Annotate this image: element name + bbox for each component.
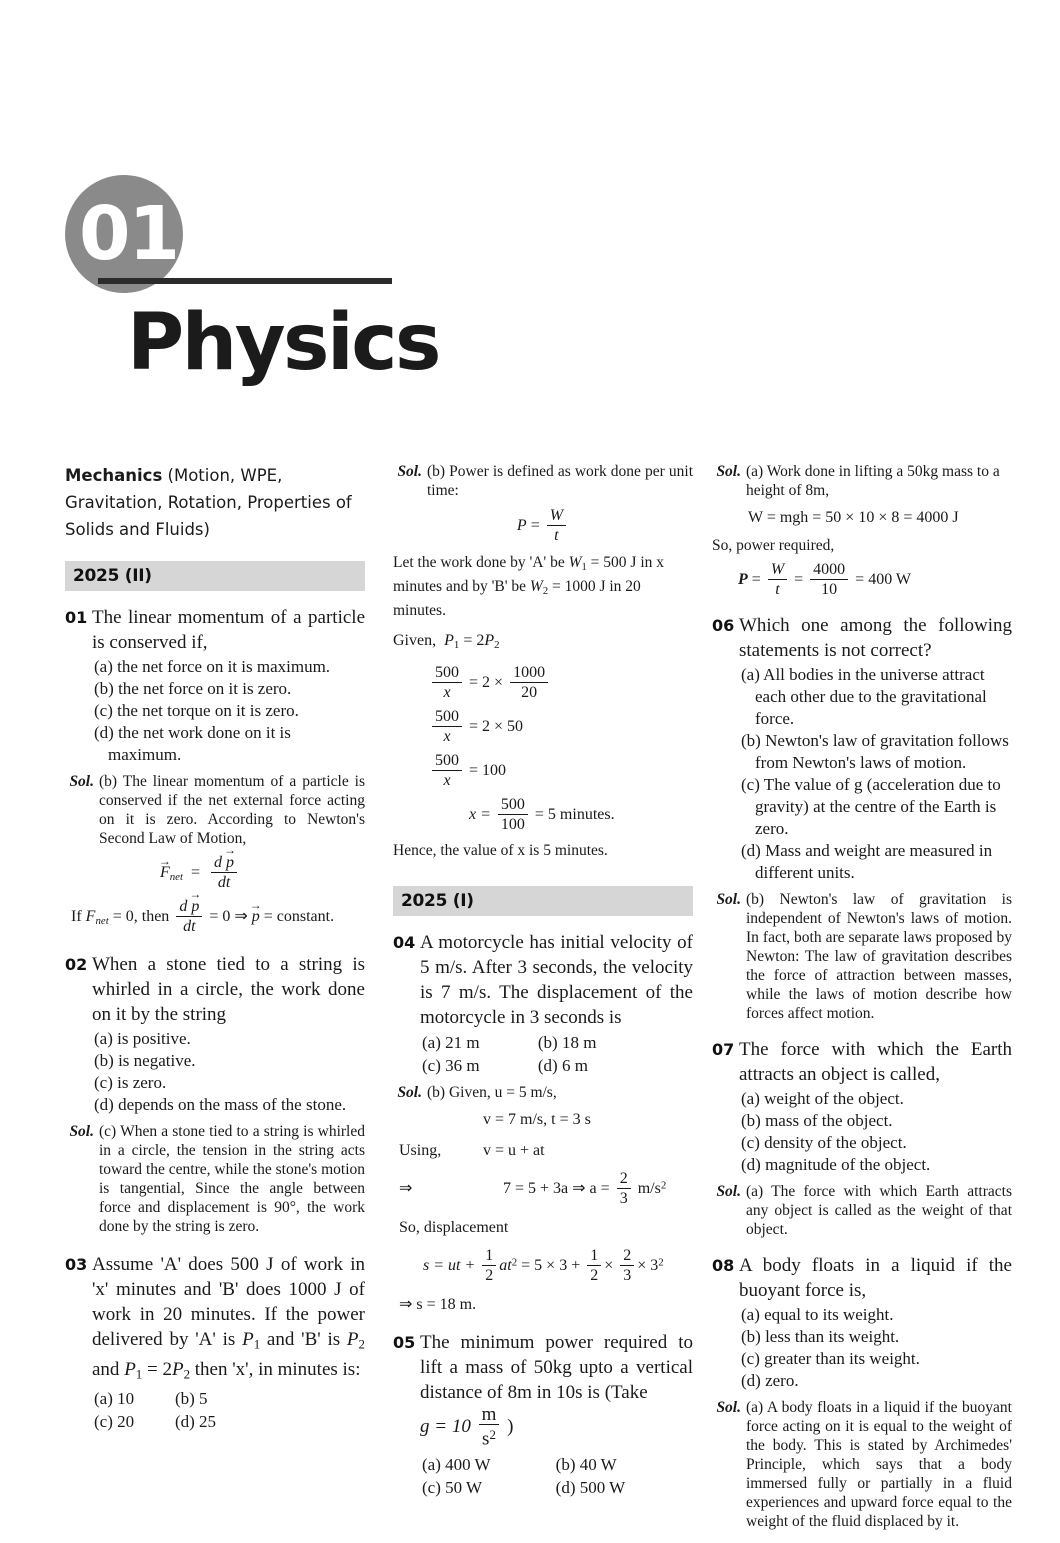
option-d[interactable]: (d) 6 m [537,1055,588,1075]
500-over-x-fraction [432,664,462,701]
option-c[interactable]: (c) the net torque on it is zero. [94,701,299,720]
option-b[interactable]: (b) the net force on it is zero. [94,679,292,698]
formula-g-value [420,1403,514,1450]
option-b[interactable]: (b) Newton's law of gravitation follows from Newton's laws of motion. [741,731,1009,772]
4000-over-10-fraction [810,561,848,598]
fraction-numerator: 500 [432,752,462,771]
fraction-numerator: 1 [482,1247,496,1266]
fraction-denominator: $s^2$ [482,1426,496,1450]
option-c[interactable]: (c) greater than its weight. [741,1349,920,1368]
options-row [65,1386,365,1433]
option-d[interactable]: (d) depends on the mass of the stone. [94,1095,347,1114]
option-c[interactable]: (c) 20 [94,1412,135,1432]
fraction-denominator: x [443,683,451,701]
question-text [420,1330,693,1405]
solution-row [393,1083,693,1102]
options-list [92,1028,346,1116]
power-result: = 400 W [855,571,912,589]
section-header-2025-ii: 2025 (II) [65,561,365,591]
work-statement-part-1: Let the work done by 'A' be [393,554,569,571]
options-row [393,1452,693,1499]
g-constant-value: g = 10 [420,1415,471,1437]
formula-using-kinematics [393,1138,693,1164]
option-b[interactable]: (b) is negative. [94,1051,196,1070]
solution-block-03 [393,462,693,860]
given-label: Given, [393,631,437,649]
question-text-part-1: Assume 'A' does 500 J of work in 'x' minutes and 'B' does 1000 J of work in 20 minutes. If the power delivered by 'A' is [92,1254,365,1350]
solution-row [712,890,1012,1023]
formula-power-definition: P = $\frac{W}{t}$ [393,508,693,545]
option-d[interactable]: (d) 25 [174,1412,217,1432]
column-1 [65,462,365,1445]
fraction-numerator: m [479,1406,500,1425]
two-thirds-fraction-b [620,1247,634,1284]
option-d[interactable]: (d) magnitude of the object. [741,1155,931,1174]
solution-conclusion: Hence, the value of x is 5 minutes. [393,841,608,859]
fraction-numerator: 4000 [810,561,848,580]
one-half-fraction-a [482,1247,496,1284]
question-block-05 [393,1330,693,1499]
option-a[interactable]: (a) 400 W [422,1455,491,1475]
formula-equation-2 [393,709,693,746]
option-c[interactable]: (c) is zero. [94,1073,167,1092]
solution-label: Sol. [716,463,741,480]
formula-momentum-constant: If $F_{net} = 0$, then $\frac{\text{d p →}}{dt}$ = 0 ⇒ p → = constant. [65,899,365,936]
option-a[interactable]: (a) 21 m [422,1032,480,1052]
question-number: 04 [393,932,416,952]
option-a[interactable]: (a) All bodies in the universe attract each other due to the gravitational force. [741,665,987,728]
options-list [739,1304,920,1392]
options-row [712,663,1012,884]
option-d[interactable]: (d) 500 W [555,1478,626,1498]
solution-row [712,1182,1012,1239]
question-text: Assume 'A' does 500 J of work in 'x' minutes and 'B' does 1000 J of work in 20 minutes. If the power delivered by 'A' is $P_1$ and 'B' is $P_2$ and $P_1 = 2P_2$ then 'x', in minutes is: [92,1254,365,1382]
options-row [65,1027,365,1116]
formula-newtons-second-law: $F \to_{net}$ = $\frac{\text{d p →}}{dt}$ [35,855,365,892]
option-d[interactable]: (d) zero. [741,1371,799,1390]
options-list [92,1387,254,1433]
solution-row [712,1398,1012,1531]
solution-text: (b) Power is defined as work done per unit time: [427,463,693,499]
topic-heading [65,462,365,543]
option-b[interactable]: (b) 5 [174,1389,208,1409]
question-block-06 [712,613,1012,1023]
solution-label: Sol. [397,1083,422,1101]
solution-label: Sol. [397,463,422,480]
solution-row [65,772,365,848]
fraction-denominator: 10 [821,581,838,598]
equation-rhs: = 2 × 50 [469,718,524,736]
work-statement-part-2: = 500 J in x minutes and by 'B' be [393,554,665,595]
formula-displacement: s = ut + $\frac{1}{2}$ $at^2 = 5 \times 3$ + $\frac{1}{2}$ × $\frac{2}{3}$ × $3^2$ [423,1246,664,1284]
fraction-denominator: 2 [485,1266,494,1284]
fraction-numerator: 500 [432,664,462,683]
displacement-lhs: s = ut + [423,1257,476,1275]
meters-per-second-squared-fraction [479,1403,500,1450]
question-block-01 [65,605,365,936]
fraction-denominator: 20 [521,683,538,701]
option-b[interactable]: (b) less than its weight. [741,1327,900,1346]
acceleration-unit: m/s [637,1180,661,1198]
multiplier: 2 × [482,674,504,692]
options-list [420,1031,652,1077]
page-title: Physics [127,298,439,388]
equation-lhs: x = [469,806,491,824]
question-text-part-4: then 'x', in minutes is: [190,1358,361,1380]
velocity-time-values: v = 7 m/s, t = 3 s [483,1110,591,1128]
question-text: The linear momentum of a particle is conserved if, [92,607,365,653]
power-required-label: So, power required, [712,537,835,554]
question-number: 05 [393,1332,416,1352]
question-text: Which one among the following statements is not correct? [739,615,1012,661]
question-block-03 [65,1252,365,1433]
formula-acceleration: ⇒ 7 = 5 + 3a ⇒ a = $\frac{2}{3}$ $m/s^2$ [399,1169,667,1207]
chapter-number: 01 [79,191,178,277]
options-list [92,656,365,766]
topic-heading-bold: Mechanics [65,466,163,485]
500-over-100-fraction [498,796,528,833]
solution-label: Sol. [716,891,741,908]
question-number: 07 [712,1040,735,1059]
solution-work-statement: Let the work done by 'A' be $W_1 = 500$ J in x minutes and by 'B' be $W_2 = 1000$ J in 20 minutes. [393,554,665,619]
chapter-header [65,175,995,405]
option-a[interactable]: (a) the net force on it is maximum. [94,657,331,676]
equation-rhs: = 100 [469,762,507,780]
question-number: 08 [712,1256,735,1275]
question-row [65,605,365,655]
fraction-numerator: 500 [498,796,528,815]
fraction-numerator: 2 [620,1247,634,1266]
chapter-rule-divider [98,278,392,284]
acceleration-equation: 7 = 5 + 3a ⇒ a = [503,1180,610,1198]
solution-row [65,1122,365,1236]
two-thirds-fraction [617,1170,631,1207]
work-statement-part-3: = 1000 J in 20 minutes. [393,577,641,619]
fraction-denominator: x [443,771,451,789]
option-c[interactable]: (c) density of the object. [741,1133,907,1152]
question-text: The force with which the Earth attracts an object is called, [739,1039,1012,1085]
500-over-x-fraction [432,708,462,745]
fraction-denominator: x [443,727,451,745]
solution-row [393,462,693,500]
solution-label: Sol. [716,1183,741,1200]
topic-heading-rest: (Motion, WPE, Gravitation, Rotation, Properties of Solids and Fluids) [65,466,352,539]
question-row [393,1330,693,1405]
column-3 [712,462,1012,1543]
options-list [420,1453,687,1499]
options-row [65,655,365,766]
fraction-denominator: 3 [619,1189,628,1207]
options-row [712,1087,1012,1176]
option-a[interactable]: (a) is positive. [94,1029,191,1048]
question-text-part-3: and [92,1358,125,1380]
option-b[interactable]: (b) 18 m [537,1032,597,1052]
question-block-08 [712,1253,1012,1531]
solution-label: Sol. [716,1399,741,1416]
option-a[interactable]: (a) equal to its weight. [741,1305,894,1324]
options-row [393,1030,693,1077]
one-half-fraction-b [587,1247,601,1284]
fraction-denominator: 100 [500,815,525,833]
question-number: 06 [712,616,735,635]
question-number: 01 [65,608,88,627]
fraction-numerator: 1000 [510,664,548,683]
formula-equation-1: $\frac{500}{x}$ = 2 × $\frac{1000}{20}$ [393,665,693,702]
w-over-t-fraction: $\frac{W}{t}$ [768,561,787,598]
question-text-part-1: The minimum power required to lift a mass of 50kg upto a vertical distance of 8m in 10s is (Take [420,1331,693,1403]
question-block-02 [65,952,365,1236]
question-row [65,952,365,1027]
solution-text: (b) The linear momentum of a particle is conserved if the net external force acting on it is zero. According to Newton's Second Law of Motion, [99,773,365,847]
column-2 [393,462,693,1511]
question-number: 03 [65,1255,88,1274]
using-label: Using, [399,1141,442,1159]
solution-label: Sol. [69,1123,94,1140]
fraction-numerator: 1 [587,1247,601,1266]
solution-text: (a) A body floats in a liquid if the buoyant force acting on it is equal to the weight of the body. This is stated by Archimedes' Principle, which says that a body immersed fully or partially in a fluid experiences and upward force equal to the weight of the fluid displaced by it. [746,1399,1012,1530]
question-math-row [393,1405,693,1452]
fraction-denominator: 3 [623,1266,632,1284]
options-row [712,1303,1012,1392]
solution-text: (c) When a stone tied to a string is whirled in a circle, the tension in the string acts toward the centre, while the stone's motion is tangential, Since the angle between force and displacement is 90°, the work done by the string is zero. [99,1123,365,1235]
solution-text: (a) Work done in lifting a 50kg mass to a height of 8m, [746,463,1000,499]
option-b[interactable]: (b) 40 W [555,1455,617,1475]
options-list [739,664,1012,884]
question-text-part-2: and 'B' is [260,1329,347,1350]
question-row [393,930,693,1030]
fraction-denominator: 2 [590,1266,599,1284]
options-list [739,1088,930,1176]
solution-text: (b) Newton's law of gravitation is independent of Newton's laws of motion. In fact, both are separate laws proposed by Newton: The law of gravitation describes the force of attraction between masses, while the laws of motion describe how forces affect motion. [746,891,1012,1022]
formula-given-p1-2p2: Given, $P_1 = 2P_2$ [393,631,500,651]
kinematic-equation: v = u + at [483,1141,545,1159]
seconds-symbol: s [482,1428,490,1450]
dp-dt-fraction-2: $\frac{\text{d p →}}{dt}$ [176,898,202,935]
solution-row [712,462,1012,500]
500-over-x-fraction [432,752,462,789]
question-number: 02 [65,955,88,974]
option-d[interactable]: (d) Mass and weight are measured in different units. [741,841,993,882]
question-text: A motorcycle has initial velocity of 5 m/s. After 3 seconds, the velocity is 7 m/s. The displacement of the motorcycle in 3 seconds is [420,931,693,1028]
formula-displacement-result: ⇒ s = 18 m. [399,1295,477,1313]
question-block-07 [712,1037,1012,1239]
equation-rhs: = 5 minutes. [534,806,615,824]
question-row [712,1253,1012,1303]
formula-equation-4 [393,797,693,834]
fraction-numerator: 500 [432,708,462,727]
question-text-part-2: ) [507,1415,514,1437]
option-c[interactable]: (c) The value of g (acceleration due to gravity) at the centre of the Earth is zero. [741,775,1001,838]
section-header-2025-i: 2025 (I) [393,886,693,916]
fraction-numerator: 2 [617,1170,631,1189]
solution-text: (a) The force with which Earth attracts any object is called as the weight of that object. [746,1183,1012,1238]
question-text: A body floats in a liquid if the buoyant force is, [739,1255,1012,1301]
question-text: When a stone tied to a string is whirled in a circle, the work done on it by the string [92,954,365,1025]
formula-work-mgh: W = mgh = 50 × 10 × 8 = 4000 J [748,509,959,526]
dp-dt-fraction: $\frac{\text{d p →}}{dt}$ [211,854,237,891]
question-row [712,1037,1012,1087]
formula-v-t-values [393,1107,693,1133]
force-vector-symbol: F → [160,863,170,883]
displacement-mid: = 5 × 3 + [521,1257,581,1275]
solution-label: Sol. [69,773,94,790]
option-a[interactable]: (a) 10 [94,1389,135,1409]
option-d[interactable]: (d) the net work done on it is maximum. [94,723,291,764]
option-c[interactable]: (c) 36 m [422,1055,480,1075]
solution-text: (b) Given, u = 5 m/s, [427,1083,557,1101]
1000-over-20-fraction [510,664,548,701]
formula-equation-3 [393,753,693,790]
displacement-label: So, displacement [399,1218,509,1236]
question-row [65,1252,365,1386]
option-c[interactable]: (c) 50 W [422,1478,483,1498]
question-block-04 [393,930,693,1318]
w-over-t-fraction: $\frac{W}{t}$ [547,507,566,544]
question-row [712,613,1012,663]
formula-power-calculation: P = $\frac{W}{t}$ = $\frac{4000}{10}$ = 400 W [738,561,912,598]
option-b[interactable]: (b) mass of the object. [741,1111,893,1130]
at-squared: at [499,1257,512,1275]
solution-block-05 [712,462,1012,599]
option-a[interactable]: (a) weight of the object. [741,1089,904,1108]
